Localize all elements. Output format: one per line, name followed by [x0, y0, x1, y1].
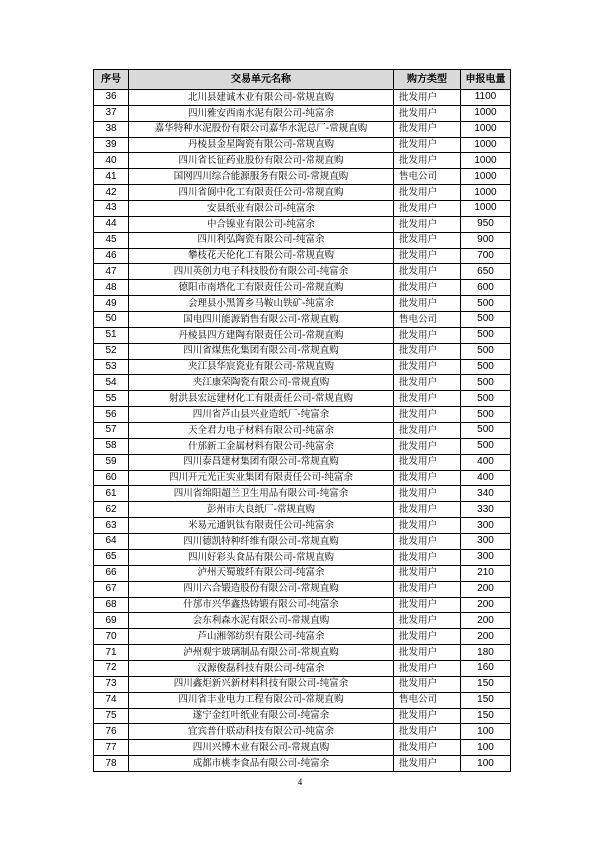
cell-trading-unit-name: 四川泰昌建材集团有限公司-常规直购: [129, 454, 394, 470]
cell-trading-unit-name: 什邡新工金属材料有限公司-纯富余: [129, 438, 394, 454]
cell-buyer-type: 批发用户: [394, 185, 461, 201]
cell-declared-amount: 1000: [461, 153, 511, 169]
cell-buyer-type: 批发用户: [394, 216, 461, 232]
cell-serial-number: 39: [94, 137, 129, 153]
table-row: [94, 423, 511, 439]
table-row: [94, 359, 511, 375]
cell-trading-unit-name: 国电四川能源销售有限公司-常规直购: [129, 312, 394, 328]
cell-serial-number: 38: [94, 121, 129, 137]
table-row: [94, 534, 511, 550]
cell-trading-unit-name: 会东利森水泥有限公司-常规直购: [129, 613, 394, 629]
table-row: [94, 407, 511, 423]
table-row: [94, 264, 511, 280]
table-row: [94, 486, 511, 502]
cell-serial-number: 69: [94, 613, 129, 629]
cell-declared-amount: 200: [461, 629, 511, 645]
cell-buyer-type: 批发用户: [394, 407, 461, 423]
cell-declared-amount: 200: [461, 613, 511, 629]
cell-buyer-type: 批发用户: [394, 565, 461, 581]
cell-declared-amount: 1000: [461, 105, 511, 121]
cell-declared-amount: 100: [461, 756, 511, 772]
cell-serial-number: 49: [94, 296, 129, 312]
cell-serial-number: 57: [94, 423, 129, 439]
cell-declared-amount: 400: [461, 454, 511, 470]
table-row: [94, 232, 511, 248]
cell-trading-unit-name: 遂宁金红叶纸业有限公司-纯富余: [129, 708, 394, 724]
cell-declared-amount: 1000: [461, 137, 511, 153]
cell-serial-number: 42: [94, 185, 129, 201]
cell-buyer-type: 批发用户: [394, 280, 461, 296]
cell-declared-amount: 150: [461, 676, 511, 692]
cell-buyer-type: 批发用户: [394, 581, 461, 597]
cell-trading-unit-name: 什邡市兴华鑫热铸锻有限公司-纯富余: [129, 597, 394, 613]
table-row: [94, 660, 511, 676]
cell-buyer-type: 批发用户: [394, 264, 461, 280]
cell-declared-amount: 500: [461, 375, 511, 391]
cell-buyer-type: 批发用户: [394, 470, 461, 486]
cell-serial-number: 44: [94, 216, 129, 232]
table-body: [94, 90, 511, 772]
trading-unit-table: [93, 69, 511, 772]
cell-serial-number: 46: [94, 248, 129, 264]
cell-serial-number: 63: [94, 518, 129, 534]
cell-trading-unit-name: 四川德凯特种纤维有限公司-常规直购: [129, 534, 394, 550]
cell-trading-unit-name: 国网四川综合能源服务有限公司-常规直购: [129, 169, 394, 185]
cell-declared-amount: 500: [461, 343, 511, 359]
table-row: [94, 105, 511, 121]
table-row: [94, 454, 511, 470]
cell-trading-unit-name: 宜宾普什联动科技有限公司-纯富余: [129, 724, 394, 740]
table-row: [94, 153, 511, 169]
table-row: [94, 518, 511, 534]
cell-buyer-type: 批发用户: [394, 391, 461, 407]
cell-declared-amount: 500: [461, 296, 511, 312]
cell-buyer-type: 批发用户: [394, 502, 461, 518]
cell-serial-number: 59: [94, 454, 129, 470]
cell-serial-number: 71: [94, 645, 129, 661]
cell-trading-unit-name: 德阳市南塔化工有限责任公司-常规直购: [129, 280, 394, 296]
cell-declared-amount: 180: [461, 645, 511, 661]
cell-trading-unit-name: 夹江康荣陶瓷有限公司-常规直购: [129, 375, 394, 391]
cell-serial-number: 62: [94, 502, 129, 518]
cell-trading-unit-name: 泸州天蜀玻纤有限公司-纯富余: [129, 565, 394, 581]
cell-declared-amount: 150: [461, 708, 511, 724]
cell-buyer-type: 批发用户: [394, 613, 461, 629]
cell-serial-number: 78: [94, 756, 129, 772]
cell-buyer-type: 批发用户: [394, 645, 461, 661]
cell-declared-amount: 200: [461, 581, 511, 597]
cell-buyer-type: 批发用户: [394, 708, 461, 724]
cell-serial-number: 56: [94, 407, 129, 423]
cell-trading-unit-name: 北川县建诚木业有限公司-常规直购: [129, 90, 394, 106]
cell-buyer-type: 售电公司: [394, 169, 461, 185]
cell-serial-number: 70: [94, 629, 129, 645]
cell-trading-unit-name: 攀枝花天伦化工有限公司-常规直购: [129, 248, 394, 264]
cell-buyer-type: 批发用户: [394, 756, 461, 772]
table-row: [94, 169, 511, 185]
cell-buyer-type: 批发用户: [394, 343, 461, 359]
cell-declared-amount: 300: [461, 518, 511, 534]
cell-trading-unit-name: 四川开元光正实业集团有限责任公司-纯富余: [129, 470, 394, 486]
cell-buyer-type: 批发用户: [394, 105, 461, 121]
cell-buyer-type: 批发用户: [394, 740, 461, 756]
cell-declared-amount: 950: [461, 216, 511, 232]
cell-buyer-type: 批发用户: [394, 359, 461, 375]
cell-serial-number: 40: [94, 153, 129, 169]
cell-trading-unit-name: 四川省煤焦化集团有限公司-常规直购: [129, 343, 394, 359]
cell-buyer-type: 批发用户: [394, 438, 461, 454]
cell-buyer-type: 批发用户: [394, 597, 461, 613]
table-row: [94, 90, 511, 106]
cell-buyer-type: 批发用户: [394, 423, 461, 439]
table-row: [94, 137, 511, 153]
cell-declared-amount: 500: [461, 327, 511, 343]
cell-trading-unit-name: 会理县小黑箐乡马鞍山铁矿-纯富余: [129, 296, 394, 312]
table-row: [94, 740, 511, 756]
cell-serial-number: 67: [94, 581, 129, 597]
cell-declared-amount: 200: [461, 597, 511, 613]
table-row: [94, 343, 511, 359]
cell-buyer-type: 批发用户: [394, 454, 461, 470]
cell-serial-number: 60: [94, 470, 129, 486]
cell-declared-amount: 160: [461, 660, 511, 676]
cell-declared-amount: 100: [461, 740, 511, 756]
cell-buyer-type: 批发用户: [394, 201, 461, 217]
table-row: [94, 438, 511, 454]
cell-trading-unit-name: 中合镍业有限公司-纯富余: [129, 216, 394, 232]
cell-declared-amount: 1000: [461, 169, 511, 185]
cell-serial-number: 73: [94, 676, 129, 692]
cell-serial-number: 48: [94, 280, 129, 296]
cell-serial-number: 58: [94, 438, 129, 454]
table-row: [94, 502, 511, 518]
table-row: [94, 216, 511, 232]
header-row: [94, 70, 511, 90]
cell-declared-amount: 500: [461, 438, 511, 454]
cell-buyer-type: 批发用户: [394, 375, 461, 391]
table-row: [94, 391, 511, 407]
table-row: [94, 248, 511, 264]
table-row: [94, 296, 511, 312]
cell-trading-unit-name: 四川雅安西南水泥有限公司-纯富余: [129, 105, 394, 121]
header-declared-amount: 申报电量: [461, 70, 511, 90]
cell-declared-amount: 400: [461, 470, 511, 486]
cell-trading-unit-name: 四川省丰业电力工程有限公司-常规直购: [129, 692, 394, 708]
cell-trading-unit-name: 四川省芦山县兴业造纸厂-纯富余: [129, 407, 394, 423]
cell-serial-number: 43: [94, 201, 129, 217]
cell-buyer-type: 批发用户: [394, 724, 461, 740]
cell-trading-unit-name: 四川省绵阳超兰卫生用品有限公司-纯富余: [129, 486, 394, 502]
cell-declared-amount: 500: [461, 407, 511, 423]
cell-buyer-type: 批发用户: [394, 660, 461, 676]
table-row: [94, 676, 511, 692]
cell-declared-amount: 650: [461, 264, 511, 280]
cell-serial-number: 51: [94, 327, 129, 343]
cell-buyer-type: 批发用户: [394, 232, 461, 248]
cell-buyer-type: 批发用户: [394, 121, 461, 137]
cell-trading-unit-name: 米易元通钒钛有限责任公司-纯富余: [129, 518, 394, 534]
cell-declared-amount: 150: [461, 692, 511, 708]
cell-trading-unit-name: 四川好彩头食品有限公司-常规直购: [129, 549, 394, 565]
cell-buyer-type: 批发用户: [394, 248, 461, 264]
cell-trading-unit-name: 丹棱县四方建陶有限责任公司-常规直购: [129, 327, 394, 343]
cell-serial-number: 41: [94, 169, 129, 185]
cell-declared-amount: 1000: [461, 185, 511, 201]
header-trading-unit-name: 交易单元名称: [129, 70, 394, 90]
cell-declared-amount: 1000: [461, 201, 511, 217]
table-row: [94, 549, 511, 565]
cell-buyer-type: 售电公司: [394, 312, 461, 328]
table-header: [94, 70, 511, 90]
cell-serial-number: 64: [94, 534, 129, 550]
cell-trading-unit-name: 射洪县宏远建材化工有限责任公司-常规直购: [129, 391, 394, 407]
cell-buyer-type: 批发用户: [394, 549, 461, 565]
cell-buyer-type: 批发用户: [394, 534, 461, 550]
cell-serial-number: 74: [94, 692, 129, 708]
cell-declared-amount: 500: [461, 391, 511, 407]
cell-serial-number: 47: [94, 264, 129, 280]
table-row: [94, 280, 511, 296]
cell-trading-unit-name: 嘉华特种水泥股份有限公司嘉华水泥总厂-常规直购: [129, 121, 394, 137]
cell-declared-amount: 600: [461, 280, 511, 296]
table-row: [94, 629, 511, 645]
cell-trading-unit-name: 夹江县华宸瓷业有限公司-常规直购: [129, 359, 394, 375]
table-row: [94, 692, 511, 708]
cell-trading-unit-name: 安县纸业有限公司-纯富余: [129, 201, 394, 217]
cell-buyer-type: 售电公司: [394, 692, 461, 708]
cell-buyer-type: 批发用户: [394, 518, 461, 534]
cell-declared-amount: 330: [461, 502, 511, 518]
cell-buyer-type: 批发用户: [394, 486, 461, 502]
cell-buyer-type: 批发用户: [394, 90, 461, 106]
cell-declared-amount: 1000: [461, 121, 511, 137]
cell-declared-amount: 1100: [461, 90, 511, 106]
cell-serial-number: 76: [94, 724, 129, 740]
cell-trading-unit-name: 四川六合锻造股份有限公司-常规直购: [129, 581, 394, 597]
cell-declared-amount: 500: [461, 359, 511, 375]
cell-declared-amount: 900: [461, 232, 511, 248]
cell-serial-number: 36: [94, 90, 129, 106]
cell-buyer-type: 批发用户: [394, 676, 461, 692]
cell-trading-unit-name: 汉源俊磊科技有限公司-纯富余: [129, 660, 394, 676]
cell-serial-number: 53: [94, 359, 129, 375]
cell-declared-amount: 700: [461, 248, 511, 264]
cell-declared-amount: 300: [461, 534, 511, 550]
cell-buyer-type: 批发用户: [394, 327, 461, 343]
cell-trading-unit-name: 四川省长征药业股份有限公司-常规直购: [129, 153, 394, 169]
cell-serial-number: 77: [94, 740, 129, 756]
cell-declared-amount: 340: [461, 486, 511, 502]
table-row: [94, 756, 511, 772]
cell-serial-number: 65: [94, 549, 129, 565]
cell-trading-unit-name: 四川鑫炬新兴新材料科技有限公司-纯富余: [129, 676, 394, 692]
table-row: [94, 645, 511, 661]
table-row: [94, 565, 511, 581]
page-number: 4: [297, 777, 303, 787]
cell-trading-unit-name: 四川英创力电子科技股份有限公司-纯富余: [129, 264, 394, 280]
cell-trading-unit-name: 四川省阆中化工有限责任公司-常规直购: [129, 185, 394, 201]
table-row: [94, 121, 511, 137]
cell-trading-unit-name: 丹棱县金星陶瓷有限公司-常规直购: [129, 137, 394, 153]
table-row: [94, 201, 511, 217]
table-row: [94, 185, 511, 201]
cell-buyer-type: 批发用户: [394, 629, 461, 645]
cell-serial-number: 66: [94, 565, 129, 581]
cell-buyer-type: 批发用户: [394, 153, 461, 169]
cell-trading-unit-name: 天全君力电子材料有限公司-纯富余: [129, 423, 394, 439]
cell-trading-unit-name: 四川兴博木业有限公司-常规直购: [129, 740, 394, 756]
cell-serial-number: 50: [94, 312, 129, 328]
cell-serial-number: 45: [94, 232, 129, 248]
cell-declared-amount: 300: [461, 549, 511, 565]
header-buyer-type: 购方类型: [394, 70, 461, 90]
cell-serial-number: 72: [94, 660, 129, 676]
table-row: [94, 375, 511, 391]
cell-serial-number: 75: [94, 708, 129, 724]
cell-serial-number: 54: [94, 375, 129, 391]
table-row: [94, 327, 511, 343]
cell-declared-amount: 100: [461, 724, 511, 740]
cell-buyer-type: 批发用户: [394, 296, 461, 312]
cell-declared-amount: 500: [461, 423, 511, 439]
table-row: [94, 312, 511, 328]
cell-serial-number: 68: [94, 597, 129, 613]
table-row: [94, 724, 511, 740]
cell-serial-number: 37: [94, 105, 129, 121]
table-row: [94, 708, 511, 724]
table-row: [94, 581, 511, 597]
table-row: [94, 470, 511, 486]
cell-declared-amount: 210: [461, 565, 511, 581]
table-row: [94, 613, 511, 629]
cell-trading-unit-name: 泸州观宇玻璃制品有限公司-常规直购: [129, 645, 394, 661]
cell-trading-unit-name: 四川利弘陶瓷有限公司-纯富余: [129, 232, 394, 248]
cell-trading-unit-name: 成都市桃李食品有限公司-纯富余: [129, 756, 394, 772]
header-serial-number: 序号: [94, 70, 129, 90]
cell-serial-number: 52: [94, 343, 129, 359]
cell-buyer-type: 批发用户: [394, 137, 461, 153]
cell-serial-number: 61: [94, 486, 129, 502]
cell-trading-unit-name: 彭州市大良纸厂-常规直购: [129, 502, 394, 518]
table-row: [94, 597, 511, 613]
cell-serial-number: 55: [94, 391, 129, 407]
cell-trading-unit-name: 芦山湘邻纺织有限公司-纯富余: [129, 629, 394, 645]
cell-declared-amount: 500: [461, 312, 511, 328]
